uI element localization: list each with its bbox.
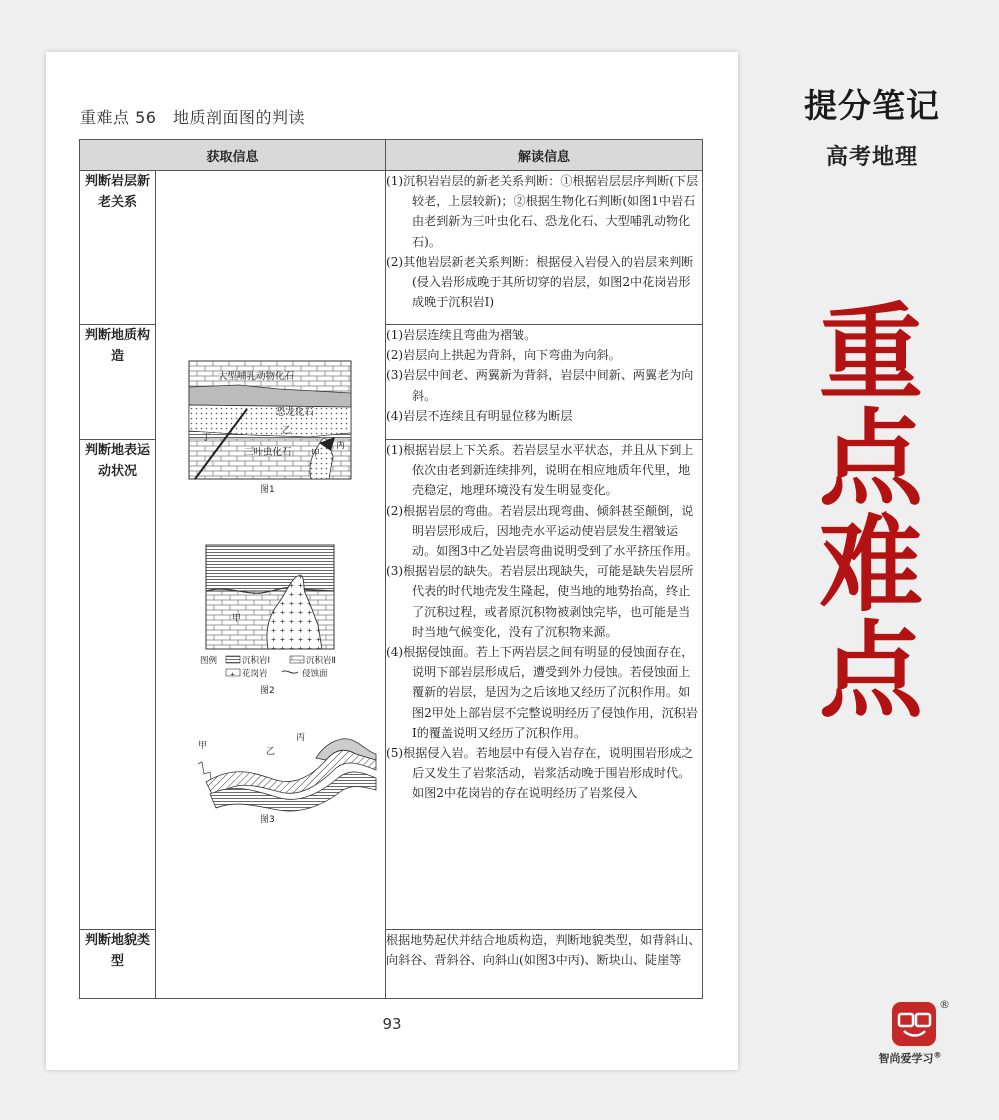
row-label-landform-type: 判断地貌类型 (80, 930, 156, 999)
row-label-crustal-movement: 判断地表运动状况 (80, 440, 156, 930)
fig3-label-bing: 丙 (296, 733, 306, 743)
figure-1-diagram (156, 171, 386, 501)
list-item: (2)其他岩层新老关系判断：根据侵入岩侵入的岩层来判断(侵入岩形成晚于其所切穿的岩层，如图2中花岗岩形成晚于沉积岩Ⅰ) (386, 254, 694, 310)
header-obtain-info: 获取信息 (80, 140, 386, 171)
figure-3-diagram (156, 726, 386, 836)
list-item: (3)根据岩层的缺失。若岩层出现缺失，可能是缺失岩层所代表的时代地壳发生隆起，使当地的地势抬高，终止了沉积过程，或者原沉积物被剥蚀完毕，也可能是当时当地气候变化，没有了沉积物来源。 (386, 564, 694, 639)
fig1-label-jia: 甲 (311, 449, 321, 459)
list-item: (2)根据岩层的弯曲。若岩层出现弯曲、倾斜甚至颠倒，说明岩层形成后，因地壳水平运动使岩层发生褶皱运动。如图3中乙处岩层弯曲说明受到了水平挤压作用。 (386, 503, 698, 559)
banner-char: 难 (818, 504, 923, 626)
list-item: (1)沉积岩岩层的新老关系判断：①根据岩层层序判断(下层较老，上层较新)；②根据生物化石判断(如图1中岩石由老到新为三叶虫化石、恐龙化石、大型哺乳动物化石)。 (386, 174, 699, 249)
fig1-label-yi: 乙 (282, 426, 292, 436)
fig2-legend-erosion: 侵蚀面 (302, 669, 328, 679)
fig2-legend-title: 图例 (200, 656, 218, 666)
row-text-landform-type (386, 930, 703, 999)
fig1-label-ding: 丁 (202, 433, 212, 443)
fig1-label-trilobite: 三叶虫化石 (244, 447, 292, 458)
banner-char: 点 (818, 398, 923, 520)
fig2-caption: 图2 (260, 686, 275, 696)
paragraph: 根据地势起伏并结合地质构造，判断地貌类型，如背斜山、向斜谷、背斜谷、向斜山(如图3中丙)、断块山、陡崖等 (386, 933, 701, 968)
page-number: 93 (382, 1015, 402, 1033)
fig3-label-yi: 乙 (266, 747, 276, 757)
row-text-crustal-movement (386, 440, 703, 930)
figures-cell (156, 171, 386, 999)
banner-char: 点 (818, 610, 923, 732)
logo-caption: 智尚爱学习® (878, 1050, 942, 1065)
banner-char: 重 (818, 292, 923, 414)
fig2-legend-sed1: 沉积岩Ⅰ (242, 656, 271, 666)
key-difficult-points-banner (812, 292, 930, 732)
fig1-label-bing: 丙 (336, 441, 346, 451)
fig2-legend-sed2: 沉积岩Ⅱ (306, 656, 336, 666)
brand-title: 提分笔记 (804, 86, 940, 125)
header-interpret-info: 解读信息 (386, 140, 703, 171)
row-text-geologic-structure (386, 325, 703, 440)
row-text-rock-age (386, 171, 703, 325)
fig2-label-jia: 甲 (232, 614, 242, 624)
row-label-rock-age: 判断岩层新老关系 (80, 171, 156, 325)
list-item: (4)岩层不连续且有明显位移为断层 (386, 408, 573, 423)
fig1-caption: 图1 (260, 485, 275, 495)
svg-text:®: ® (939, 998, 950, 1011)
fig3-caption: 图3 (260, 815, 275, 825)
list-item: (4)根据侵蚀面。若上下两岩层之间有明显的侵蚀面存在，说明下部岩层形成后，遭受到外力侵蚀。若侵蚀面上覆新的岩层，是因为之后该地又经历了沉积作用。如图2甲处上部岩层不完整说明经历了侵蚀作用，沉积岩Ⅰ的覆盖说明又经历了沉积作用。 (386, 645, 698, 740)
list-item: (1)根据岩层上下关系。若岩层呈水平状态，并且从下到上依次由老到新连续排列，说明在相应地质年代里，地壳稳定，地理环境没有发生明显变化。 (386, 443, 694, 498)
textbook-page (46, 52, 738, 1070)
list-item: (3)岩层中间老、两翼新为背斜，岩层中间新、两翼老为向斜。 (386, 368, 694, 403)
fig1-label-mammal: 大型哺乳动物化石 (218, 371, 295, 382)
list-item: (5)根据侵入岩。若地层中有侵入岩存在，说明围岩形成之后又发生了岩浆活动，岩浆活动晚于围岩形成时代。如图2中花岗岩的存在说明经历了岩浆侵入 (386, 746, 694, 801)
reading-table (79, 139, 703, 999)
row-label-geologic-structure: 判断地质构造 (80, 325, 156, 440)
fig1-label-dinosaur: 恐龙化石 (276, 407, 315, 418)
section-title: 重难点 56 地质剖面图的判读 (80, 108, 305, 127)
list-item: (2)岩层向上拱起为背斜，向下弯曲为向斜。 (386, 348, 621, 363)
figure-2-diagram (156, 535, 386, 745)
list-item: (1)岩层连续且弯曲为褶皱。 (386, 328, 537, 342)
brand-logo-icon (890, 998, 950, 1048)
fig2-legend-granite: 花岗岩 (242, 669, 268, 679)
fig3-label-jia: 甲 (198, 741, 208, 751)
brand-subtitle: 高考地理 (825, 145, 918, 170)
